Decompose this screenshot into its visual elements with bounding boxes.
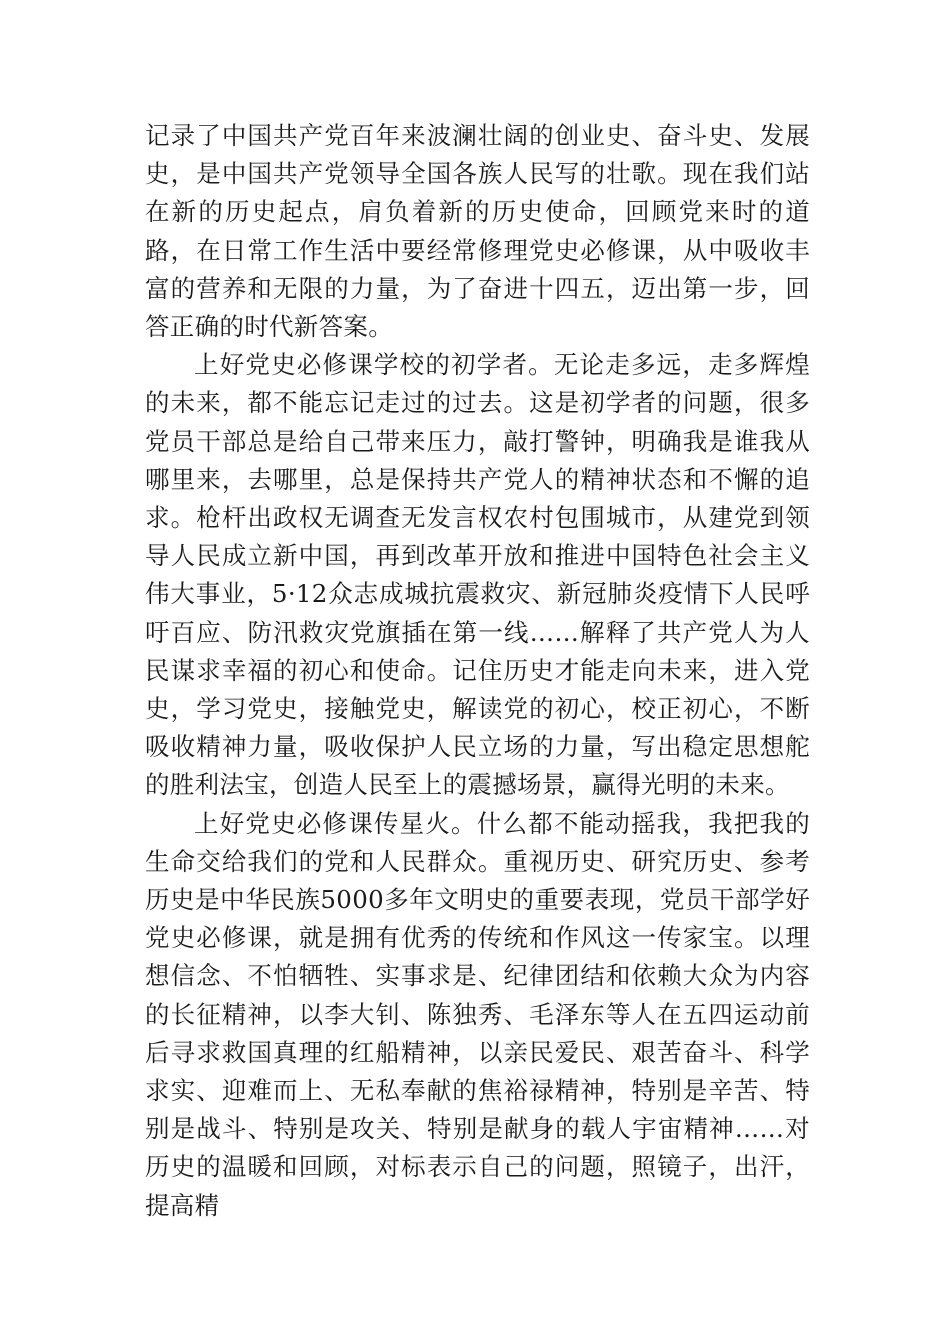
paragraph-3: 上好党史必修课传星火。什么都不能动摇我，我把我的生命交给我们的党和人民群众。重视历史、研究历史、参考历史是中华民族5000多年文明史的重要表现，党员干部学好党史必修课，就是拥有优秀的传统和作风这一传家宝。以理想信念、不怕牺牲、实事求是、纪律团结和依赖大众为内容的长征精神，以李大钊、陈独秀、毛泽东等人在五四运动前后寻求救国真理的红船精神，以亲民爱民、艰苦奋斗、科学求实、迎难而上、无私奉献的焦裕禄精神，特别是辛苦、特别是战斗、特别是攻关、特别是献身的载人宇宙精神……对历史的温暖和回顾，对标表示自己的问题，照镜子，出汗，提高精 — [145, 808, 810, 1220]
paragraph-1: 记录了中国共产党百年来波澜壮阔的创业史、奋斗史、发展史，是中国共产党领导全国各族人民写的壮歌。现在我们站在新的历史起点，肩负着新的历史使命，回顾党来时的道路，在日常工作生活中要经常修理党史必修课，从中吸收丰富的营养和无限的力量，为了奋进十四五，迈出第一步，回答正确的时代新答案。 — [145, 121, 810, 342]
paragraph-2: 上好党史必修课学校的初学者。无论走多远，走多辉煌的未来，都不能忘记走过的过去。这是初学者的问题，很多党员干部总是给自己带来压力，敲打警钟，明确我是谁我从哪里来，去哪里，总是保持共产党人的精神状态和不懈的追求。枪杆出政权无调查无发言权农村包围城市，从建党到领导人民成立新中国，再到改革开放和推进中国特色社会主义伟大事业，5·12众志成城抗震救灾、新冠肺炎疫情下人民呼吁百应、防汛救灾党旗插在第一线……解释了共产党人为人民谋求幸福的初心和使命。记住历史才能走向未来，进入党史，学习党史，接触党史，解读党的初心，校正初心，不断吸收精神力量，吸收保护人民立场的力量，写出稳定思想舵的胜利法宝，创造人民至上的震撼场景，赢得光明的未来。 — [145, 350, 810, 800]
document-body — [145, 117, 810, 1225]
